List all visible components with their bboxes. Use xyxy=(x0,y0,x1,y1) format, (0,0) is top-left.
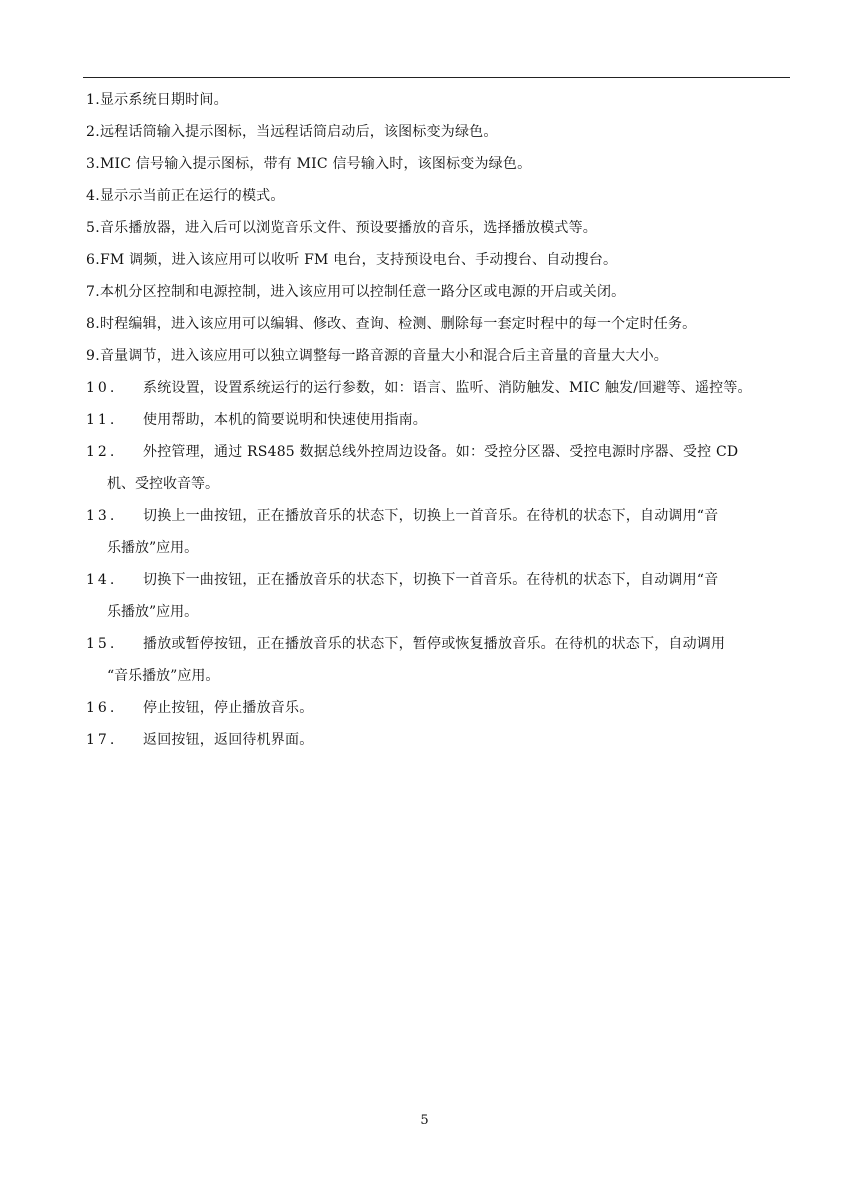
list-item xyxy=(86,724,792,756)
list-item xyxy=(86,436,792,500)
item-text-continuation: “音乐播放”应用。 xyxy=(107,668,220,684)
list-item xyxy=(86,628,792,692)
list-item xyxy=(86,180,792,212)
item-text: 播放或暂停按钮，正在播放音乐的状态下，暂停或恢复播放音乐。在待机的状态下，自动调用 xyxy=(143,636,726,652)
item-text: 音乐播放器，进入后可以浏览音乐文件、预设要播放的音乐，选择播放模式等。 xyxy=(99,220,597,236)
list-item xyxy=(86,404,792,436)
item-text: 本机分区控制和电源控制，进入该应用可以控制任意一路分区或电源的开启或关闭。 xyxy=(99,284,626,300)
list-item xyxy=(86,212,792,244)
item-text: FM 调频，进入该应用可以收听 FM 电台，支持预设电台、手动搜台、自动搜台。 xyxy=(99,252,618,268)
item-number: 6. xyxy=(86,252,100,268)
item-text: 外控管理，通过 RS485 数据总线外控周边设备。如：受控分区器、受控电源时序器、受控 CD xyxy=(143,444,739,460)
item-number: 8. xyxy=(86,316,100,332)
item-number: 16. xyxy=(86,700,118,716)
list-item xyxy=(86,116,792,148)
item-number: 2. xyxy=(86,124,100,140)
item-number: 10. xyxy=(86,380,118,396)
list-item xyxy=(86,276,792,308)
item-text: MIC 信号输入提示图标，带有 MIC 信号输入时，该图标变为绿色。 xyxy=(99,156,532,172)
item-text: 切换下一曲按钮，正在播放音乐的状态下，切换下一首音乐。在待机的状态下，自动调用“音 xyxy=(143,572,719,588)
item-text: 使用帮助，本机的简要说明和快速使用指南。 xyxy=(143,412,427,428)
item-text: 显示示当前正在运行的模式。 xyxy=(99,188,285,204)
list-item xyxy=(86,340,792,372)
item-text-continuation: 乐播放”应用。 xyxy=(107,604,199,620)
item-text: 返回按钮，返回待机界面。 xyxy=(143,732,314,748)
item-number: 4. xyxy=(86,188,100,204)
item-number: 1. xyxy=(86,92,100,108)
item-text: 远程话筒输入提示图标，当远程话筒启动后，该图标变为绿色。 xyxy=(99,124,498,140)
item-number: 15. xyxy=(86,636,118,652)
item-text-continuation: 乐播放”应用。 xyxy=(107,540,199,556)
item-number: 14. xyxy=(86,572,118,588)
item-text: 音量调节，进入该应用可以独立调整每一路音源的音量大小和混合后主音量的音量大大小。 xyxy=(99,348,668,364)
numbered-list xyxy=(86,84,792,756)
list-item xyxy=(86,692,792,724)
list-item xyxy=(86,308,792,340)
item-text-continuation: 机、受控收音等。 xyxy=(107,476,219,492)
list-item xyxy=(86,500,792,564)
item-text: 系统设置，设置系统运行的运行参数，如：语言、监听、消防触发、MIC 触发/回避等、遥控等。 xyxy=(143,380,752,396)
item-number: 3. xyxy=(86,156,100,172)
list-item xyxy=(86,372,792,404)
item-number: 13. xyxy=(86,508,118,524)
item-number: 5. xyxy=(86,220,100,236)
list-item xyxy=(86,148,792,180)
item-number: 7. xyxy=(86,284,100,300)
item-text: 时程编辑，进入该应用可以编辑、修改、查询、检测、删除每一套定时程中的每一个定时任务。 xyxy=(99,316,697,332)
item-text: 切换上一曲按钮，正在播放音乐的状态下，切换上一首音乐。在待机的状态下，自动调用“音 xyxy=(143,508,719,524)
list-item xyxy=(86,564,792,628)
page-number: 5 xyxy=(420,1113,429,1128)
list-item xyxy=(86,84,792,116)
header-rule xyxy=(83,77,790,78)
item-number: 9. xyxy=(86,348,100,364)
item-number: 12. xyxy=(86,444,118,460)
item-number: 11. xyxy=(86,412,118,428)
list-item xyxy=(86,244,792,276)
item-number: 17. xyxy=(86,732,118,748)
item-text: 显示系统日期时间。 xyxy=(99,92,228,108)
item-text: 停止按钮，停止播放音乐。 xyxy=(143,700,314,716)
